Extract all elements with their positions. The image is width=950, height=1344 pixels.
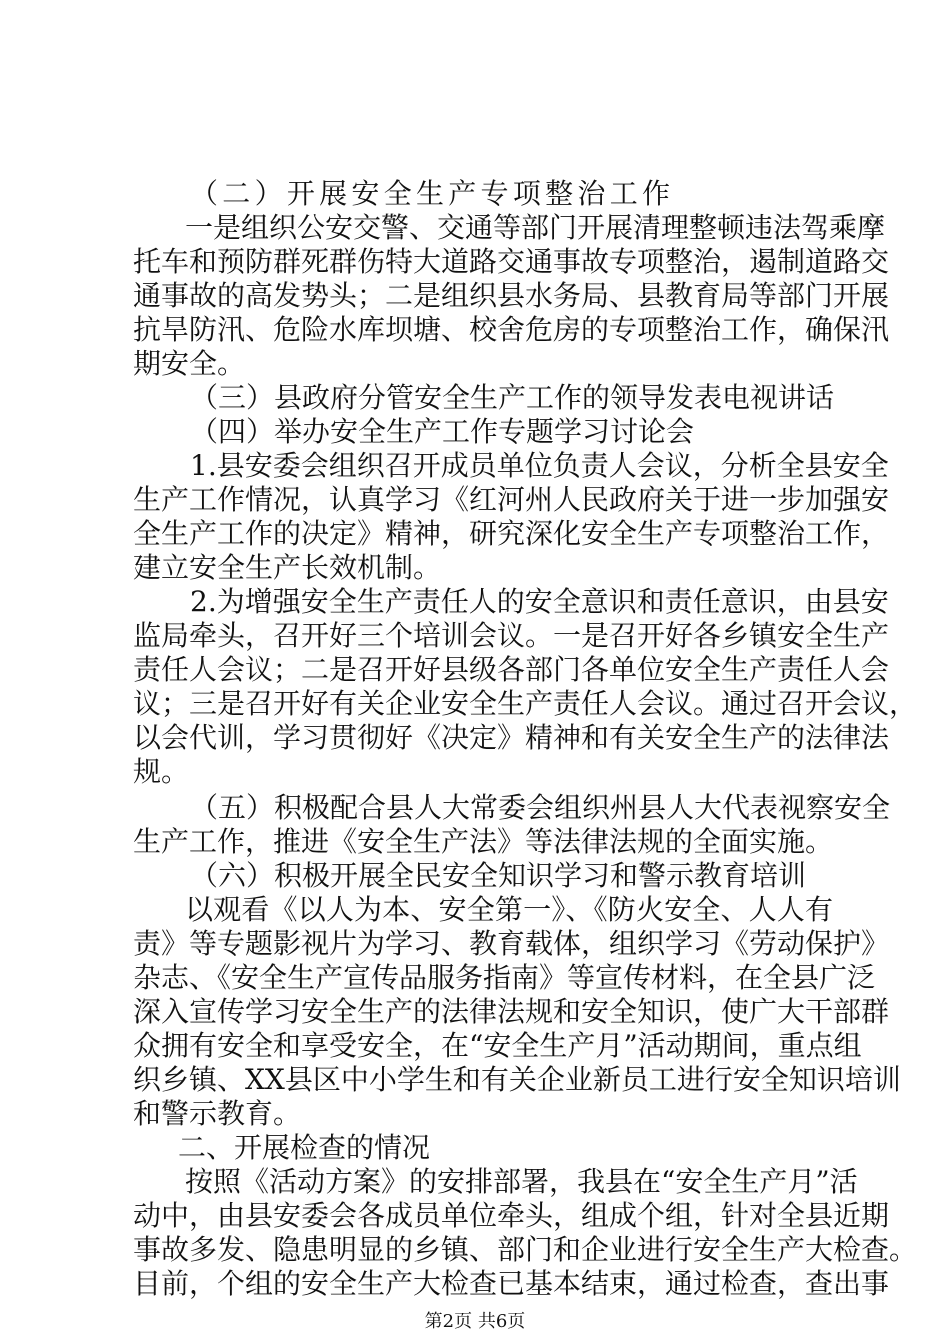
paragraph-line: 2.为增强安全生产责任人的安全意识和责任意识，由县安 <box>190 585 889 618</box>
paragraph-line: 托车和预防群死群伤特大道路交通事故专项整治，遏制道路交 <box>133 245 890 278</box>
heading-tv-speech: （三）县政府分管安全生产工作的领导发表电视讲话 <box>190 381 835 414</box>
paragraph-line: 事故多发、隐患明显的乡镇、部门和企业进行安全生产大检查。 <box>133 1233 918 1266</box>
paragraph-line: 1.县安委会组织召开成员单位负责人会议，分析全县安全 <box>190 449 889 482</box>
heading-special-rectification: （二）开展安全生产专项整治工作 <box>190 177 670 210</box>
paragraph-line: 建立安全生产长效机制。 <box>133 551 442 584</box>
paragraph-line: 全生产工作的决定》精神，研究深化安全生产专项整治工作， <box>133 517 890 550</box>
paragraph-line: 织乡镇、XX县区中小学生和有关企业新员工进行安全知识培训 <box>133 1063 901 1096</box>
paragraph-line: 议；三是召开好有关企业安全生产责任人会议。通过召开会议， <box>133 687 918 720</box>
paragraph-line: 责》等专题影视片为学习、教育载体，组织学习《劳动保护》 <box>133 927 890 960</box>
heading-study-seminar: （四）举办安全生产工作专题学习讨论会 <box>190 415 695 448</box>
paragraph-line: 杂志、《安全生产宣传品服务指南》等宣传材料，在全县广泛 <box>133 961 876 994</box>
paragraph-line: 深入宣传学习安全生产的法律法规和安全知识，使广大干部群 <box>133 995 890 1028</box>
paragraph-line: 生产工作，推进《安全生产法》等法律法规的全面实施。 <box>133 825 834 858</box>
paragraph-line: 以观看《以人为本、安全第一》、《防火安全、人人有 <box>185 893 833 926</box>
paragraph-line: 通事故的高发势头；二是组织县水务局、县教育局等部门开展 <box>133 279 890 312</box>
paragraph-line: 以会代训，学习贯彻好《决定》精神和有关安全生产的法律法 <box>133 721 890 754</box>
paragraph-line: 按照《活动方案》的安排部署，我县在“安全生产月”活 <box>185 1165 858 1198</box>
paragraph-line: 责任人会议；二是召开好县级各部门各单位安全生产责任人会 <box>133 653 890 686</box>
paragraph-line: 目前，个组的安全生产大检查已基本结束，通过检查，查出事 <box>133 1267 890 1300</box>
paragraph-line: 众拥有安全和享受安全，在“安全生产月”活动期间，重点组 <box>133 1029 862 1062</box>
paragraph-line: （五）积极配合县人大常委会组织州县人大代表视察安全 <box>190 791 891 824</box>
page-number-footer: 第2页 共6页 <box>424 1311 526 1332</box>
paragraph-line: 生产工作情况，认真学习《红河州人民政府关于进一步加强安 <box>133 483 890 516</box>
paragraph-line: 一是组织公安交警、交通等部门开展清理整顿违法驾乘摩 <box>185 211 886 244</box>
paragraph-line: 监局牵头，召开好三个培训会议。一是召开好各乡镇安全生产 <box>133 619 890 652</box>
paragraph-line: 抗旱防汛、危险水库坝塘、校舍危房的专项整治工作，确保汛 <box>133 313 890 346</box>
heading-safety-education: （六）积极开展全民安全知识学习和警示教育培训 <box>190 859 807 892</box>
paragraph-line: 和警示教育。 <box>133 1097 302 1130</box>
heading-inspection: 二、开展检查的情况 <box>178 1131 431 1164</box>
paragraph-line: 期安全。 <box>133 347 246 380</box>
paragraph-line: 动中，由县安委会各成员单位牵头，组成个组，针对全县近期 <box>133 1199 890 1232</box>
paragraph-line: 规。 <box>133 755 190 788</box>
